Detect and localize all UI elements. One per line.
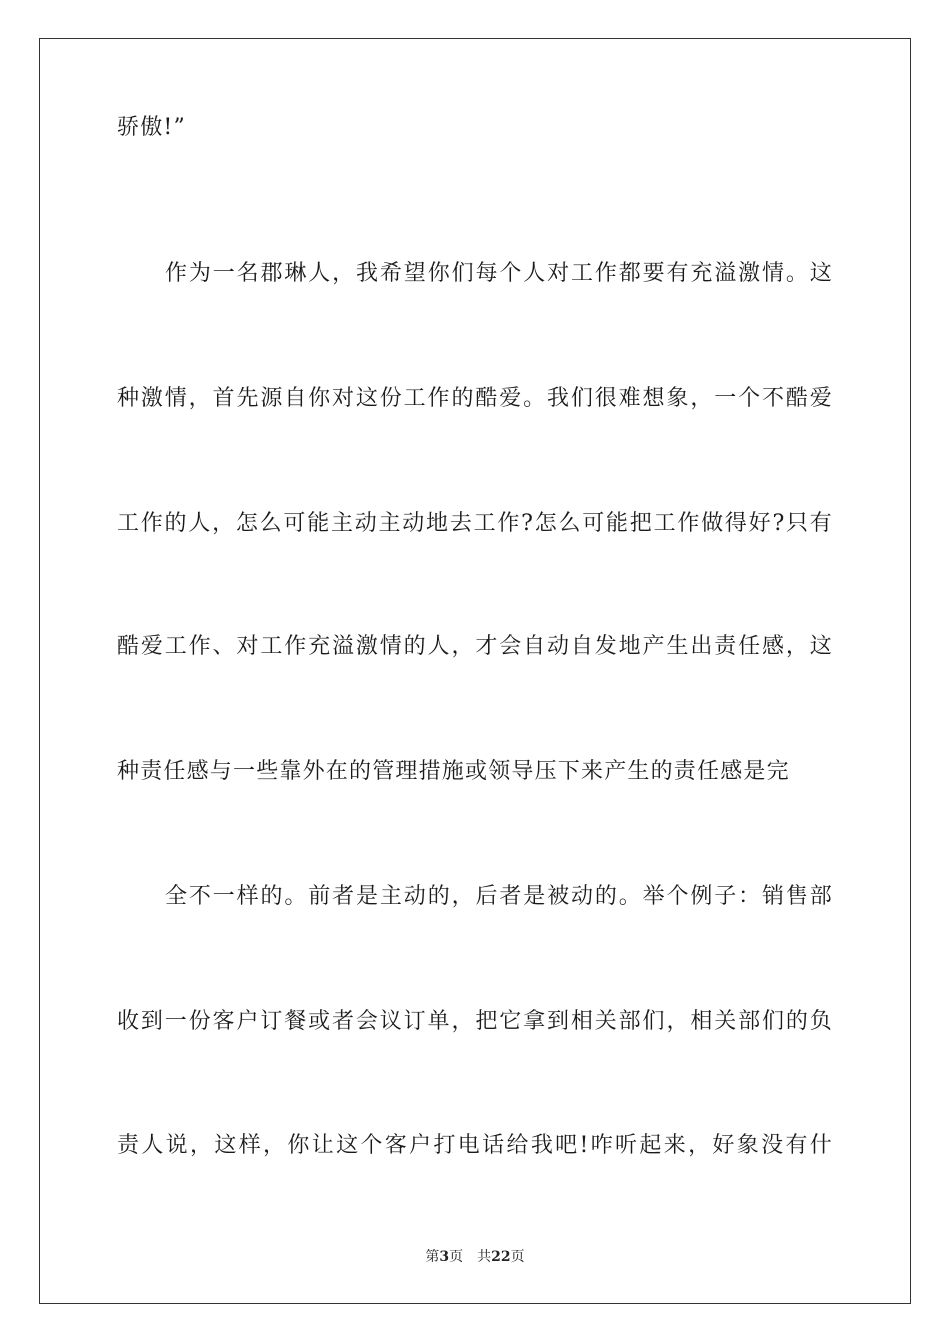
page-frame bbox=[39, 38, 911, 1304]
text-line-4: 工作的人，怎么可能主动主动地去工作?怎么可能把工作做得好?只有 bbox=[117, 511, 833, 536]
page-prefix: 第 bbox=[425, 1249, 440, 1265]
text-line-7: 全不一样的。前者是主动的，后者是被动的。举个例子：销售部 bbox=[165, 884, 833, 909]
page-footer bbox=[0, 1247, 950, 1267]
text-line-2: 作为一名郡琳人，我希望你们每个人对工作都要有充溢激情。这 bbox=[165, 261, 833, 286]
text-line-3: 种激情，首先源自你对这份工作的酷爱。我们很难想象，一个不酷爱 bbox=[117, 386, 833, 411]
page-total: 22 bbox=[491, 1249, 511, 1265]
text-line-1: 骄傲!” bbox=[117, 115, 186, 140]
page-unit: 页 bbox=[449, 1249, 464, 1265]
text-line-6: 种责任感与一些靠外在的管理措施或领导压下来产生的责任感是完 bbox=[117, 759, 790, 784]
total-prefix: 共 bbox=[477, 1249, 492, 1265]
text-line-9: 责人说，这样，你让这个客户打电话给我吧!咋听起来，好象没有什 bbox=[117, 1133, 833, 1158]
page-current: 3 bbox=[439, 1249, 450, 1265]
total-unit: 页 bbox=[510, 1249, 525, 1265]
text-line-5: 酷爱工作、对工作充溢激情的人，才会自动自发地产生出责任感，这 bbox=[117, 634, 833, 659]
text-line-8: 收到一份客户订餐或者会议订单，把它拿到相关部们，相关部们的负 bbox=[117, 1009, 833, 1034]
